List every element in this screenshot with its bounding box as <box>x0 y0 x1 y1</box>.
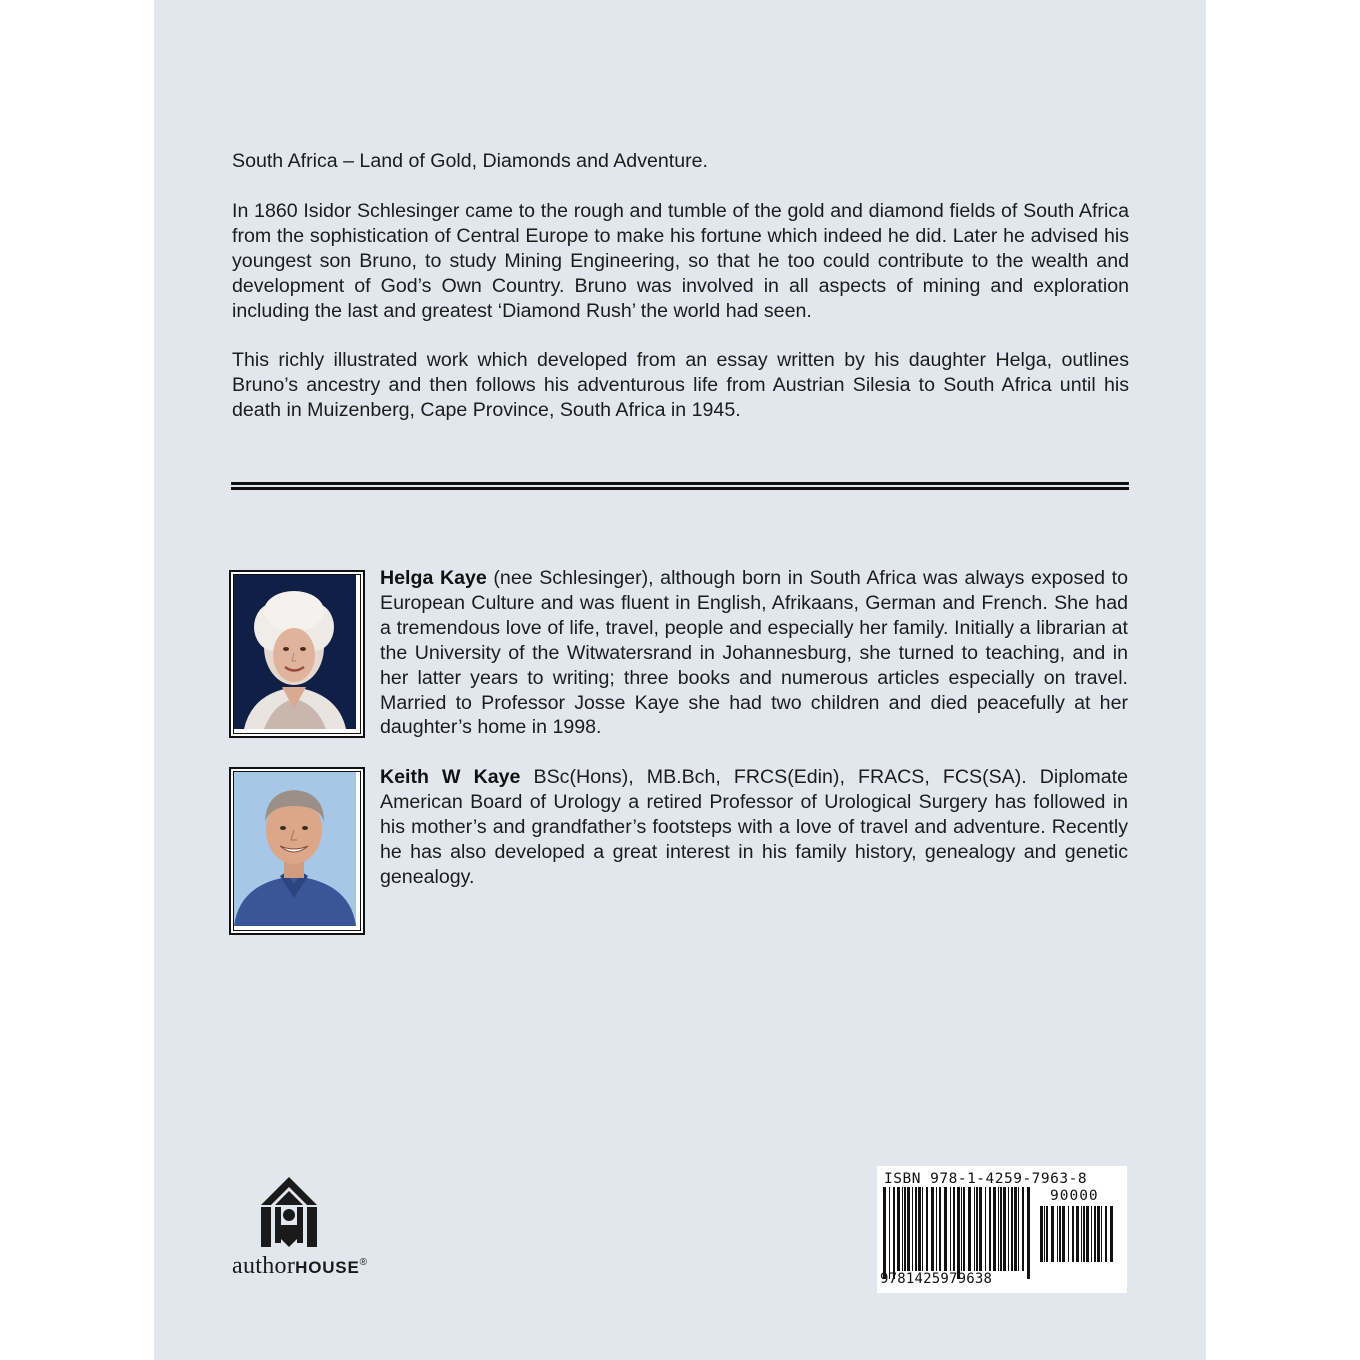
barcode-bar <box>1014 1187 1017 1271</box>
barcode-bar <box>936 1187 937 1271</box>
barcode-bar <box>974 1187 975 1271</box>
barcode-bar <box>1083 1206 1085 1262</box>
barcode-bar <box>1081 1206 1082 1262</box>
keith-kaye-photo <box>229 767 365 935</box>
barcode-bar <box>926 1187 928 1271</box>
double-rule-divider <box>231 482 1129 490</box>
barcode-bar <box>1068 1206 1069 1262</box>
barcode-bar <box>1057 1206 1058 1262</box>
publisher-name-caps: HOUSE <box>295 1258 360 1277</box>
barcode-bar <box>1040 1206 1043 1262</box>
synopsis-paragraph-2: This richly illustrated work which developed from an essay written by his daughter Helga, outlines Bruno’s ancestry and then follows his adventurous life from Austrian Silesia to South Africa until his death in Muizenberg, Cape Province, South Africa in 1945. <box>232 349 1129 421</box>
barcode-bar <box>1011 1187 1013 1271</box>
author-name: Keith W Kaye <box>380 766 521 788</box>
barcode-bar <box>1091 1206 1092 1262</box>
barcode-bar <box>1000 1187 1002 1271</box>
barcode-bar <box>961 1187 962 1271</box>
barcode-bar <box>1027 1187 1030 1279</box>
barcode-bar <box>902 1187 903 1271</box>
publisher-name-lower: author <box>232 1253 296 1279</box>
barcode-bar <box>1046 1206 1048 1262</box>
barcode-bar <box>1051 1206 1054 1262</box>
barcode-bar <box>989 1187 991 1271</box>
author-bio-helga <box>380 566 1128 740</box>
barcode-bar <box>968 1187 971 1271</box>
author-bio-text: (nee Schlesinger), although born in South Africa was always exposed to European Culture and was fluent in English, Afrikaans, German and French. She had a tremendous love of life, travel, people and especially her family. Initially a librarian at the University of the Witwatersrand in Johannesburg, she turned to teaching, and in her latter years to writing; three books and numerous articles especially on travel. Married to Professor Josse Kaye she had two children and died peacefully at her daughter’s home in 1998. <box>380 567 1128 739</box>
barcode-bar <box>1059 1206 1061 1262</box>
barcode-bar <box>993 1187 996 1271</box>
barcode-bar <box>953 1187 955 1271</box>
ean-barcode-bars <box>883 1187 1033 1279</box>
barcode-bar <box>944 1187 947 1271</box>
barcode-bar <box>893 1187 895 1279</box>
barcode-bar <box>883 1187 886 1279</box>
barcode-bar <box>897 1187 900 1271</box>
tagline: South Africa – Land of Gold, Diamonds and Adventure. <box>232 150 708 172</box>
addon-barcode-bars <box>1040 1206 1116 1270</box>
barcode-bar <box>922 1187 923 1271</box>
barcode-bar <box>950 1187 951 1271</box>
barcode-bar <box>985 1187 986 1271</box>
portrait-elderly-woman-icon <box>234 575 356 729</box>
barcode-bar <box>915 1187 917 1271</box>
barcode-bar <box>1094 1206 1096 1262</box>
barcode-bar <box>1105 1206 1107 1262</box>
barcode-bar <box>963 1187 965 1271</box>
ean-number: 9781425979638 <box>880 1271 993 1287</box>
barcode-bar <box>1062 1206 1065 1262</box>
barcode-bar <box>1101 1206 1102 1262</box>
barcode-bar <box>998 1187 999 1271</box>
barcode-bar <box>904 1187 906 1271</box>
portrait-man-icon <box>234 772 356 926</box>
barcode-bar <box>979 1187 982 1271</box>
author-bio-keith <box>380 765 1128 890</box>
barcode-bar <box>1072 1206 1074 1262</box>
barcode-bar <box>1097 1206 1100 1262</box>
author-name: Helga Kaye <box>380 567 487 589</box>
barcode-bar <box>1044 1206 1045 1262</box>
barcode-bar <box>931 1187 934 1271</box>
barcode-bar <box>1003 1187 1006 1271</box>
barcode-bar <box>1018 1187 1019 1271</box>
helga-kaye-photo <box>229 570 365 738</box>
barcode-bar <box>912 1187 913 1271</box>
barcode-bar <box>976 1187 978 1271</box>
barcode-bar <box>1008 1187 1009 1271</box>
author-bio-text: BSc(Hons), MB.Bch, FRCS(Edin), FRACS, FCS(SA). Diplomate American Board of Urology a retired Professor of Urological Surgery has followed in his mother’s and grandfather’s footsteps with a love of travel and adventure. Recently he has also developed a great interest in his family history, genealogy and genetic genealogy. <box>380 766 1128 888</box>
barcode-bar <box>889 1187 890 1279</box>
barcode-bar <box>907 1187 910 1271</box>
publisher-wordmark <box>232 1253 367 1280</box>
barcode-bar <box>918 1187 921 1271</box>
registered-mark: ® <box>359 1257 368 1268</box>
barcode-bar <box>1086 1206 1089 1262</box>
synopsis-paragraph-1: In 1860 Isidor Schlesinger came to the rough and tumble of the gold and diamond fields of South Africa from the sophistication of Central Europe to make his fortune which indeed he did. Later he advised his youngest son Bruno, to study Mining Engineering, so that he too could contribute to the wealth and development of God’s Own Country. Bruno was involved in all aspects of mining and exploration including the last and greatest ‘Diamond Rush’ the world had seen. <box>232 200 1129 322</box>
barcode-bar <box>939 1187 941 1271</box>
barcode-bar <box>1076 1206 1079 1262</box>
barcode-bar <box>957 1187 960 1279</box>
price-code: 90000 <box>1050 1188 1099 1204</box>
isbn-label: ISBN 978-1-4259-7963-8 <box>884 1171 1088 1187</box>
barcode-bar <box>1110 1206 1113 1262</box>
barcode-bar <box>1022 1187 1024 1271</box>
